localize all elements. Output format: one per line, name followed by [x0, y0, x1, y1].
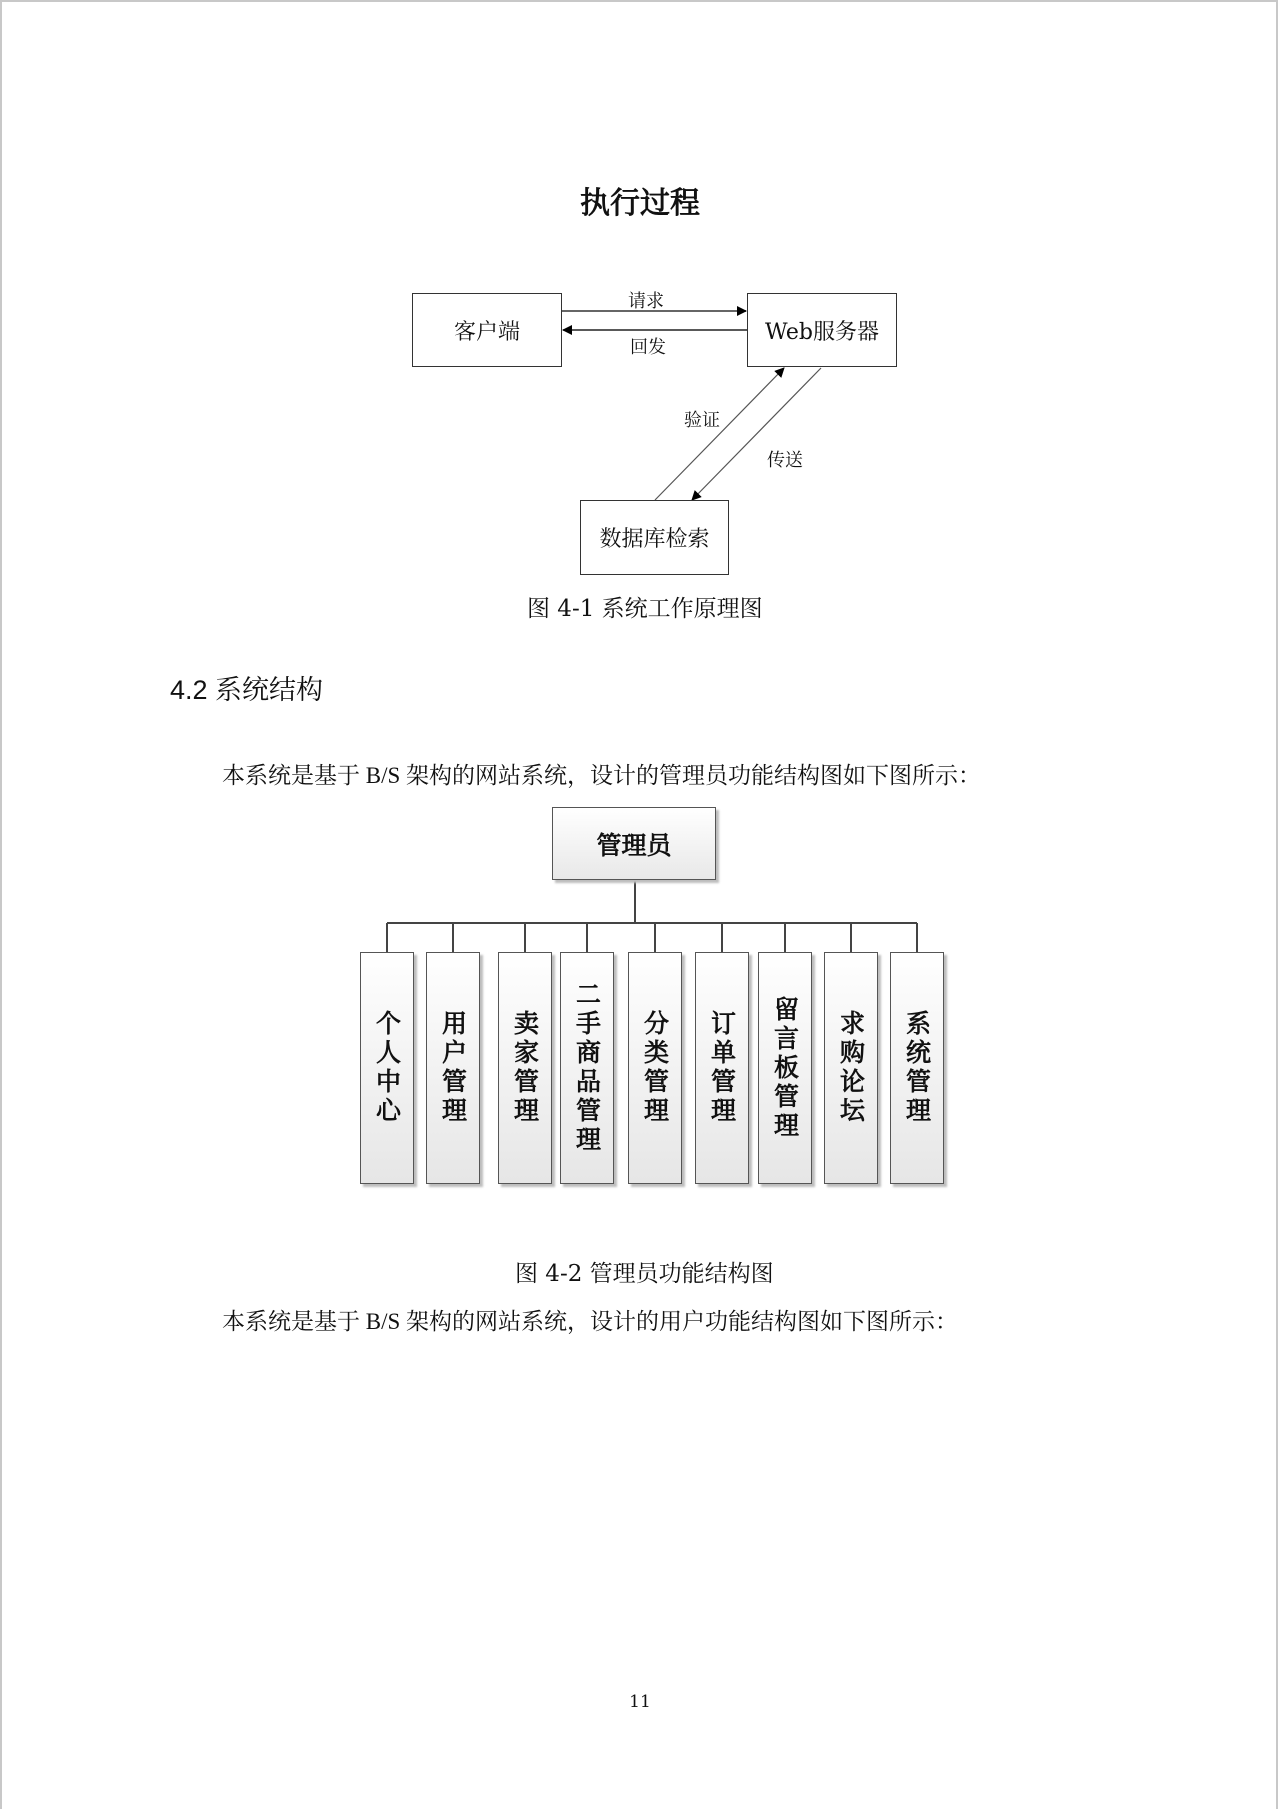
- transmit-arrow: [692, 368, 821, 500]
- figure-title: 执行过程: [580, 186, 700, 221]
- admin-root-label: 管理员: [596, 830, 672, 860]
- admin-root-node: [552, 807, 716, 880]
- web-server-node: [747, 293, 897, 367]
- module-label: 求购论坛: [836, 1010, 866, 1126]
- module-node: [758, 952, 812, 1184]
- module-node: [890, 952, 944, 1184]
- module-label: 用户管理: [438, 1010, 468, 1126]
- request-label: 请求: [628, 291, 664, 312]
- client-node: [412, 293, 562, 367]
- figure1-caption: 图 4-1 系统工作原理图: [527, 596, 763, 622]
- module-label: 分类管理: [640, 1010, 670, 1126]
- page-number: 11: [629, 1692, 651, 1712]
- client-label: 客户端: [453, 319, 520, 345]
- admin-intro-paragraph: 本系统是基于 B/S 架构的网站系统，设计的管理员功能结构图如下图所示：: [222, 763, 982, 788]
- verify-label: 验证: [684, 410, 720, 431]
- module-label: 二手商品管理: [572, 981, 602, 1155]
- web-server-label: Web服务器: [765, 319, 879, 345]
- module-node: [426, 952, 480, 1184]
- database-label: 数据库检索: [599, 527, 710, 552]
- verify-arrow: [655, 368, 784, 500]
- module-label: 系统管理: [902, 1010, 932, 1126]
- module-label: 留言板管理: [770, 995, 800, 1141]
- module-node: [628, 952, 682, 1184]
- database-node: [580, 500, 729, 575]
- module-label: 订单管理: [707, 1010, 737, 1126]
- module-node: [560, 952, 614, 1184]
- section-heading: 4.2 系统结构: [170, 675, 324, 705]
- module-node: [695, 952, 749, 1184]
- figure2-caption: 图 4-2 管理员功能结构图: [515, 1261, 774, 1287]
- module-node: [824, 952, 878, 1184]
- module-label: 卖家管理: [510, 1010, 540, 1126]
- transmit-label: 传送: [767, 450, 803, 471]
- module-node: [498, 952, 552, 1184]
- reply-label: 回发: [630, 337, 666, 358]
- user-intro-paragraph: 本系统是基于 B/S 架构的网站系统，设计的用户功能结构图如下图所示：: [222, 1309, 959, 1334]
- module-node: [360, 952, 414, 1184]
- branch-drops: [387, 923, 917, 952]
- module-label: 个人中心: [372, 1010, 402, 1126]
